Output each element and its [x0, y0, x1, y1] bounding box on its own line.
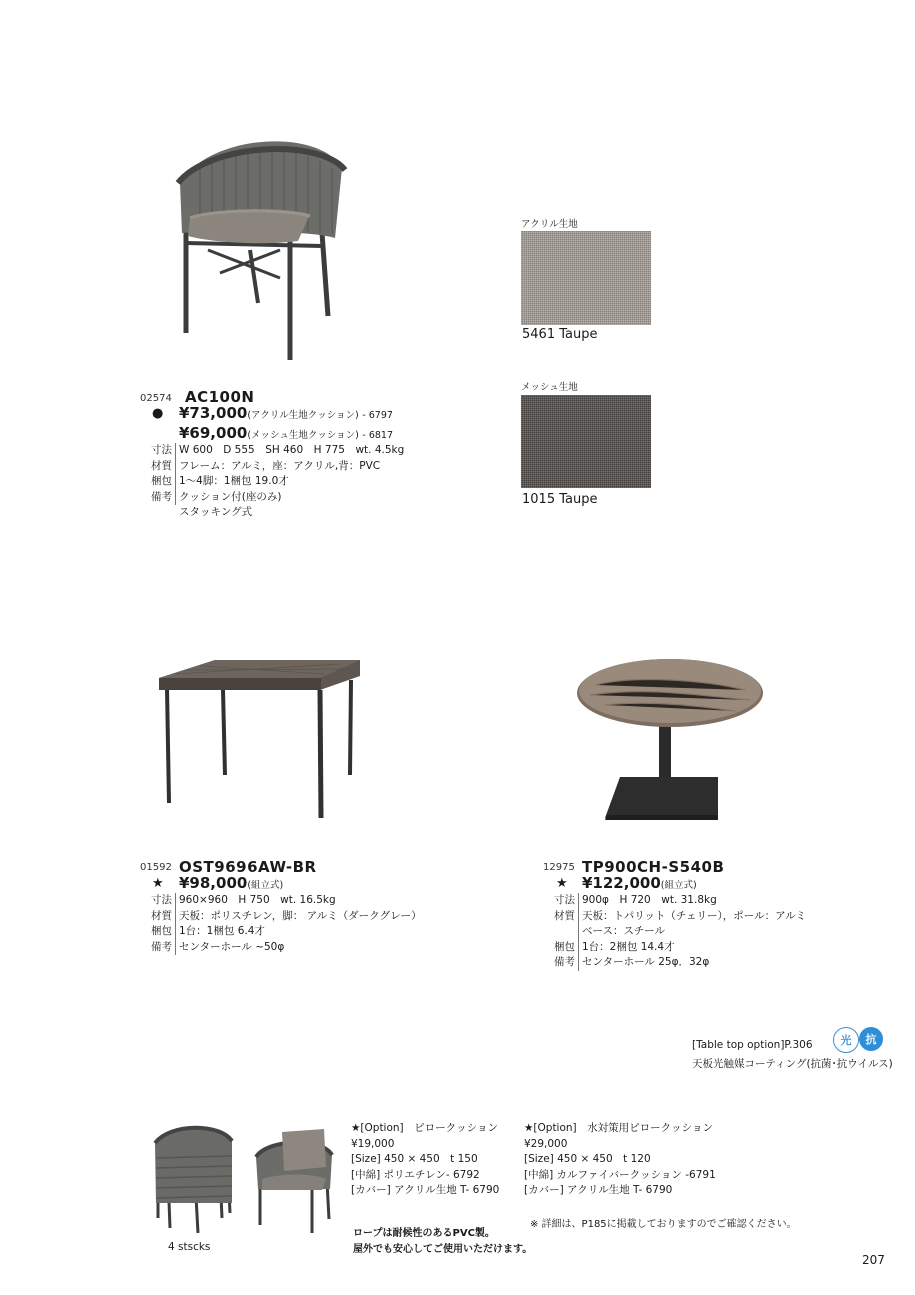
- spec-value: 1～4脚：1梱包 19.0才: [175, 474, 289, 490]
- spec-label: 寸法: [151, 894, 172, 906]
- spec-row: [136, 924, 422, 940]
- chair-price-2-value: ¥69,000: [179, 424, 248, 442]
- option-line: [カバー] アクリル生地 T- 6790: [351, 1184, 500, 1196]
- spec-value: センターホール 25φ．32φ: [578, 955, 709, 971]
- chair-with-pillow-image: [252, 1127, 337, 1235]
- spec-row: [539, 955, 806, 971]
- spec-row: [136, 474, 404, 490]
- chair-price-1: [179, 406, 393, 423]
- spec-label: 材質: [151, 459, 172, 472]
- spec-row: [136, 909, 422, 925]
- table2-price-note: (組立式): [660, 880, 697, 891]
- table1-price: [179, 876, 283, 893]
- spec-value: 天板：ポリスチレン，脚： アルミ（ダークグレー）: [175, 909, 422, 925]
- spec-row: [136, 443, 404, 459]
- table2-code: 12975: [543, 862, 575, 873]
- swatch-2-title: メッシュ生地: [521, 382, 578, 393]
- chair-price-1-suffix: - 6797: [362, 410, 393, 421]
- spec-value: 1台：2梱包 14.4才: [578, 940, 675, 956]
- spec-value: 900φ H 720 wt. 31.8kg: [578, 893, 717, 909]
- round-table-image: [575, 655, 775, 825]
- spec-label: 梱包: [151, 925, 172, 937]
- spec-value: クッション付(座のみ): [175, 490, 281, 506]
- chair-code: 02574: [140, 393, 172, 404]
- option-line: [中綿] ポリエチレン- 6792: [351, 1168, 480, 1181]
- table2-price: [582, 876, 697, 893]
- spec-row: [136, 940, 422, 956]
- stack-caption: 4 stscks: [168, 1241, 211, 1253]
- spec-row: [136, 505, 404, 521]
- table1-model: OST9696AW-BR: [179, 858, 317, 876]
- spec-value: 960×960 H 750 wt. 16.5kg: [175, 893, 336, 909]
- spec-row: [136, 490, 404, 506]
- table1-price-value: ¥98,000: [179, 874, 248, 892]
- table2-model: TP900CH-S540B: [582, 858, 725, 876]
- spec-value: スタッキング式: [179, 506, 253, 518]
- option-line: [カバー] アクリル生地 T- 6790: [524, 1184, 673, 1196]
- swatch-1-name: 5461 Taupe: [522, 327, 598, 342]
- spec-value: 天板：トパリット（チェリー），ポール：アルミ: [578, 909, 806, 925]
- spec-row: [136, 893, 422, 909]
- spec-row: [539, 940, 806, 956]
- table1-mark: ★: [152, 876, 164, 891]
- table1-specs: [136, 893, 422, 955]
- spec-row: [539, 924, 806, 940]
- spec-label: 材質: [554, 909, 575, 922]
- square-table-image: [155, 660, 365, 820]
- option-price: ¥29,000: [524, 1137, 568, 1150]
- photocatalyst-badge-icon: 光: [833, 1027, 859, 1053]
- table1-price-note: (組立式): [247, 880, 284, 891]
- option-pillow: [351, 1121, 499, 1199]
- tabletop-option-line1: [Table top option]P.306: [692, 1039, 813, 1051]
- spec-label: 材質: [151, 909, 172, 922]
- spec-label: 寸法: [151, 444, 172, 456]
- chair-price-1-value: ¥73,000: [179, 404, 248, 422]
- spec-label: 梱包: [151, 475, 172, 487]
- spec-value: ベース：スチール: [578, 924, 665, 940]
- option-line: [Size] 450 × 450 t 150: [351, 1153, 478, 1165]
- chair-price-2-suffix: - 6817: [362, 430, 393, 441]
- spec-label: [539, 924, 578, 940]
- spec-label: 寸法: [554, 894, 575, 906]
- chair-model: AC100N: [185, 388, 255, 406]
- swatch-mesh: [521, 395, 651, 488]
- option-price: ¥19,000: [351, 1137, 395, 1150]
- chair-price-2: [179, 426, 393, 443]
- spec-label: 梱包: [554, 940, 575, 953]
- chair-price-2-note: (メッシュ生地クッション): [247, 430, 359, 441]
- swatch-1-title: アクリル生地: [521, 219, 578, 230]
- spec-label: 備考: [151, 490, 172, 503]
- chair-price-1-note: (アクリル生地クッション): [247, 410, 359, 421]
- chair-image: [170, 138, 355, 366]
- page-number: 207: [862, 1253, 885, 1267]
- tabletop-option-line2: 天板光触媒コーティング(抗菌･抗ウイルス): [692, 1058, 893, 1070]
- rope-note-2: 屋外でも安心してご使用いただけます。: [353, 1244, 533, 1255]
- spec-label: 備考: [151, 940, 172, 953]
- option-title: ★[Option] ピロークッション: [351, 1122, 498, 1134]
- option-line: [中綿] カルファイバークッション -6791: [524, 1168, 716, 1181]
- spec-row: [539, 893, 806, 909]
- option-title: ★[Option] 水対策用ピロークッション: [524, 1122, 713, 1134]
- swatch-acrylic: [521, 231, 651, 325]
- stacked-chairs-image: [150, 1123, 240, 1235]
- spec-value: W 600 D 555 SH 460 H 775 wt. 4.5kg: [175, 443, 404, 459]
- spec-value: フレーム：アルミ，座：アクリル,背：PVC: [175, 459, 380, 475]
- rope-note-1: ロープは耐候性のあるPVC製。: [353, 1228, 495, 1239]
- table2-specs: [539, 893, 806, 971]
- table1-code: 01592: [140, 862, 172, 873]
- swatch-2-name: 1015 Taupe: [522, 492, 598, 507]
- option-waterproof-pillow: [524, 1121, 716, 1199]
- spec-label: [136, 505, 175, 521]
- table2-mark: ★: [556, 876, 568, 891]
- spec-value: 1台：1梱包 6.4才: [175, 924, 265, 940]
- spec-label: 備考: [554, 956, 575, 968]
- spec-value: センターホール ~50φ: [175, 940, 284, 956]
- detail-note: ※ 詳細は、P185に掲載しておりますのでご確認ください。: [530, 1219, 797, 1230]
- chair-mark: ●: [152, 406, 164, 421]
- antibacterial-badge-icon: 抗: [859, 1027, 883, 1051]
- spec-row: [136, 459, 404, 475]
- spec-row: [539, 909, 806, 925]
- option-line: [Size] 450 × 450 t 120: [524, 1153, 651, 1165]
- chair-specs: [136, 443, 404, 521]
- table2-price-value: ¥122,000: [582, 874, 661, 892]
